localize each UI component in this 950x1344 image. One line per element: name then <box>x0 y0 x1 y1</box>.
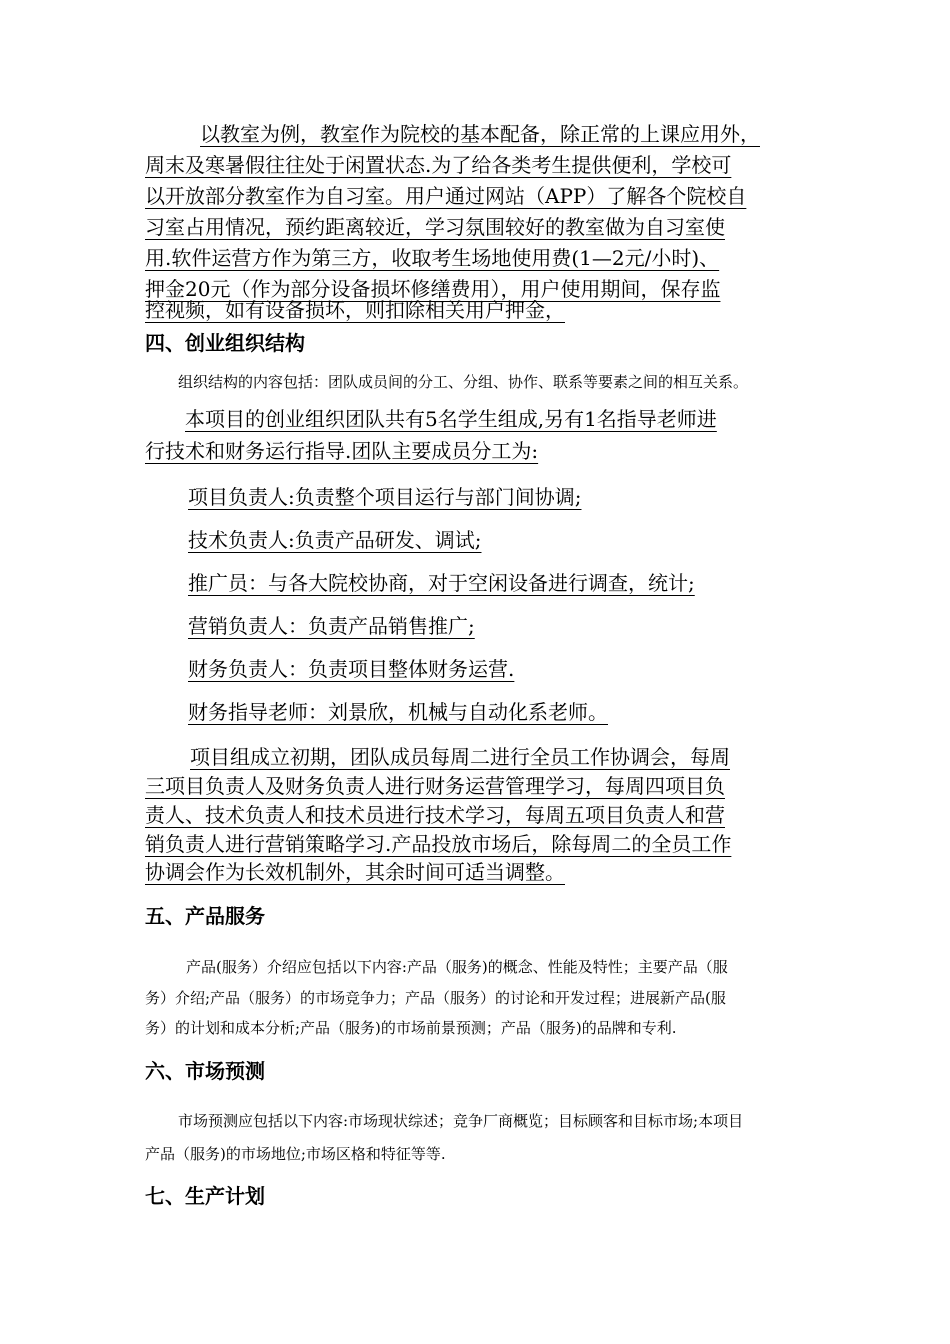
role-item: 营销负责人：负责产品销售推广; <box>188 614 475 638</box>
text-line: 用.软件运营方作为第三方，收取考生场地使用费(1—2元/小时)、 <box>145 246 720 270</box>
role-item: 技术负责人:负责产品研发、调试; <box>188 528 482 552</box>
section-note: 组织结构的内容包括：团队成员间的分工、分组、协作、联系等要素之间的相互关系。 <box>178 373 749 391</box>
text-line: 三项目负责人及财务负责人进行财务运营管理学习，每周四项目负 <box>145 774 725 798</box>
role-item: 项目负责人:负责整个项目运行与部门间协调; <box>188 485 582 509</box>
text-line: 销负责人进行营销策略学习.产品投放市场后，除每周二的全员工作 <box>145 832 732 856</box>
text-line: 产品（服务)的市场地位;市场区格和特征等等. <box>145 1145 446 1163</box>
role-item: 财务指导老师：刘景欣，机械与自动化系老师。 <box>188 700 608 724</box>
role-item: 推广员：与各大院校协商，对于空闲设备进行调查，统计; <box>188 571 695 595</box>
text-line: 务）的计划和成本分析;产品（服务)的市场前景预测；产品（服务)的品牌和专利. <box>145 1019 677 1037</box>
text-line: 习室占用情况，预约距离较近，学习氛围较好的教室做为自习室使 <box>145 215 725 239</box>
text-line: 本项目的创业组织团队共有5名学生组成,另有1名指导老师进 <box>185 407 717 431</box>
text-line: 行技术和财务运行指导.团队主要成员分工为: <box>145 439 539 463</box>
section-heading-7: 七、生产计划 <box>145 1184 265 1208</box>
text-line: 协调会作为长效机制外，其余时间可适当调整。 <box>145 860 565 884</box>
text-line: 以教室为例，教室作为院校的基本配备，除正常的上课应用外， <box>200 122 760 146</box>
text-line: 押金20元（作为部分设备损坏修缮费用），用户使用期间，保存监 <box>145 277 721 301</box>
text-line: 周末及寒暑假往往处于闲置状态.为了给各类考生提供便利，学校可 <box>145 153 732 177</box>
text-line: 产品(服务）介绍应包括以下内容:产品（服务)的概念、性能及特性；主要产品（服 <box>186 958 728 976</box>
text-line: 市场预测应包括以下内容:市场现状综述；竞争厂商概览；目标顾客和目标市场;本项目 <box>178 1112 744 1130</box>
section-heading-5: 五、产品服务 <box>145 904 265 928</box>
section-heading-6: 六、市场预测 <box>145 1059 265 1083</box>
text-line: 控视频，如有设备损坏，则扣除相关用户押金， <box>145 298 565 322</box>
section-heading-4: 四、创业组织结构 <box>145 331 305 355</box>
text-line: 责人、技术负责人和技术员进行技术学习，每周五项目负责人和营 <box>145 803 725 827</box>
text-line: 项目组成立初期，团队成员每周二进行全员工作协调会，每周 <box>190 745 730 769</box>
text-line: 务）介绍;产品（服务）的市场竞争力；产品（服务）的讨论和开发过程；进展新产品(服 <box>145 989 726 1007</box>
text-line: 以开放部分教室作为自习室。用户通过网站（APP）了解各个院校自 <box>145 184 747 208</box>
role-item: 财务负责人：负责项目整体财务运营. <box>188 657 515 681</box>
